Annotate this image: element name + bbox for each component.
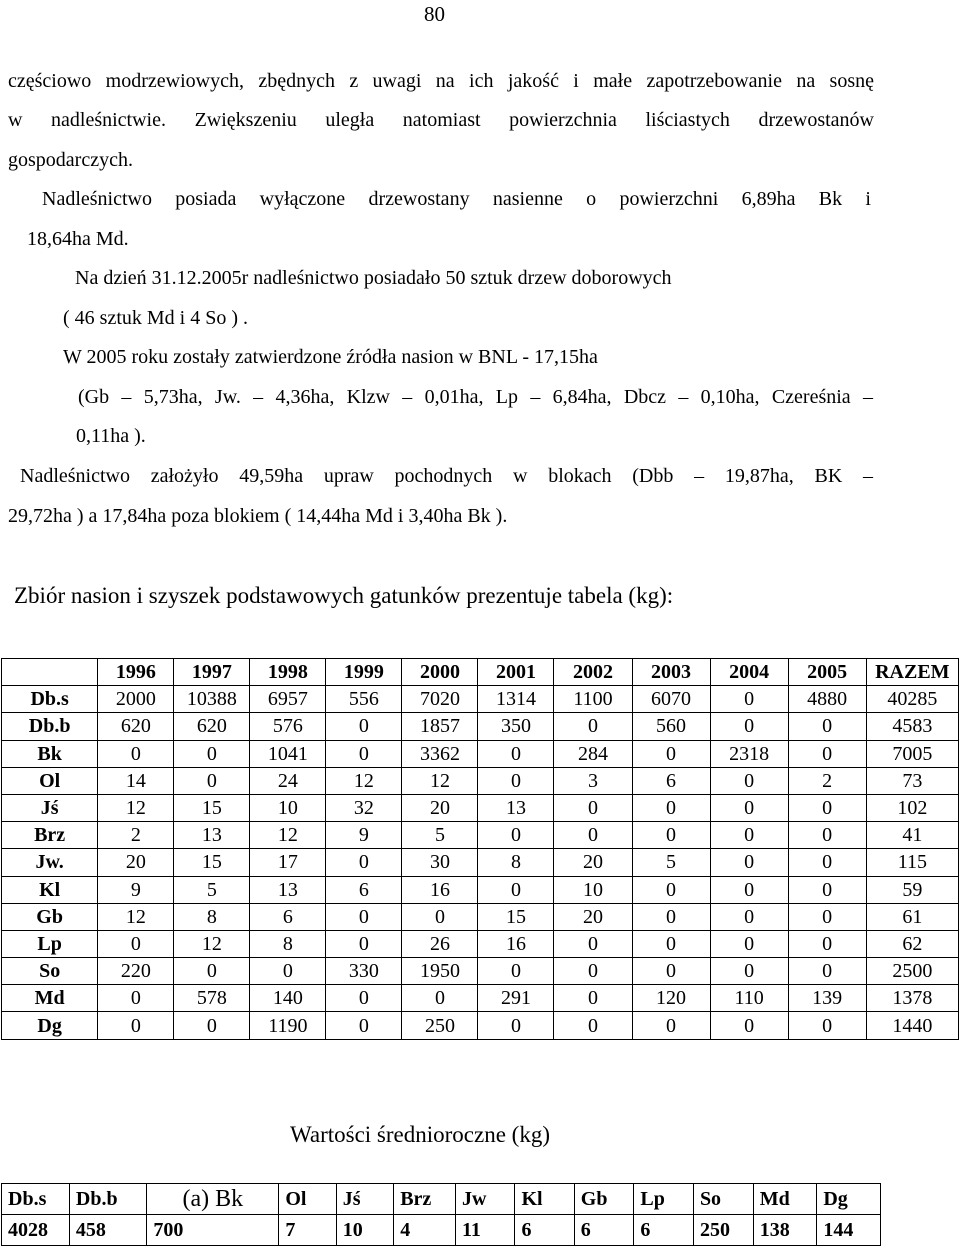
- table-cell: 0: [632, 794, 710, 821]
- species-label: Db.s: [2, 686, 98, 713]
- table-cell: 139: [788, 985, 866, 1012]
- table-cell: 0: [632, 958, 710, 985]
- table-row: [2, 958, 959, 985]
- table-row: [2, 930, 959, 957]
- table-cell: 576: [250, 713, 326, 740]
- table-cell: 61: [866, 903, 958, 930]
- averages-value-cell: 4028: [2, 1215, 70, 1246]
- averages-header-cell: So: [693, 1184, 753, 1215]
- averages-header-cell: Db.s: [2, 1184, 70, 1215]
- table-cell: 291: [478, 985, 554, 1012]
- table-cell: 0: [710, 849, 788, 876]
- averages-header-cell: Md: [753, 1184, 817, 1215]
- table-cell: 15: [174, 849, 250, 876]
- table-cell: 15: [174, 794, 250, 821]
- table-header-row: [2, 659, 959, 686]
- table-cell: 13: [478, 794, 554, 821]
- table-row: [2, 767, 959, 794]
- averages-header-cell: Jw: [455, 1184, 515, 1215]
- averages-value-cell: 10: [336, 1215, 393, 1246]
- table-cell: 140: [250, 985, 326, 1012]
- table-cell: 14: [98, 767, 174, 794]
- species-label: Jś: [2, 794, 98, 821]
- species-label: Kl: [2, 876, 98, 903]
- paragraph-line: 0,11ha ).: [76, 425, 146, 447]
- table-cell: 0: [788, 1012, 866, 1039]
- table-cell: 0: [554, 985, 632, 1012]
- table-cell: 62: [866, 930, 958, 957]
- table-cell: 26: [402, 930, 478, 957]
- table-row: [2, 849, 959, 876]
- table-header-cell: 2002: [554, 659, 632, 686]
- averages-header-cell: Lp: [634, 1184, 694, 1215]
- species-label: Jw.: [2, 849, 98, 876]
- table-row: [2, 794, 959, 821]
- table-cell: 0: [174, 767, 250, 794]
- table-cell: 0: [710, 822, 788, 849]
- table-cell: 0: [710, 794, 788, 821]
- table-header-cell: 1999: [326, 659, 402, 686]
- table-cell: 10: [250, 794, 326, 821]
- table-cell: 0: [710, 713, 788, 740]
- species-label: Gb: [2, 903, 98, 930]
- table-cell: 24: [250, 767, 326, 794]
- table-cell: 2500: [866, 958, 958, 985]
- paragraph-line: w nadleśnictwie. Zwiększeniu uległa natomiast powierzchnia liściastych drzewostanów: [8, 109, 874, 131]
- averages-value-cell: 250: [693, 1215, 753, 1246]
- table-cell: 0: [326, 849, 402, 876]
- table-cell: 8: [250, 930, 326, 957]
- table-cell: 13: [174, 822, 250, 849]
- table-cell: 6957: [250, 686, 326, 713]
- averages-value-cell: 458: [69, 1215, 146, 1246]
- table-cell: 0: [632, 740, 710, 767]
- species-label: Brz: [2, 822, 98, 849]
- averages-value-cell: 6: [574, 1215, 634, 1246]
- table-cell: 0: [250, 958, 326, 985]
- averages-table: [1, 1183, 881, 1246]
- averages-header-cell: Ol: [279, 1184, 336, 1215]
- species-label: Bk: [2, 740, 98, 767]
- table-cell: 0: [788, 958, 866, 985]
- averages-header-cell: Db.b: [69, 1184, 146, 1215]
- table-cell: 0: [554, 1012, 632, 1039]
- table-cell: 1440: [866, 1012, 958, 1039]
- table-row: [2, 686, 959, 713]
- table-cell: 5: [402, 822, 478, 849]
- paragraph-line: gospodarczych.: [8, 149, 133, 171]
- averages-value-cell: 6: [515, 1215, 574, 1246]
- table-header-cell: [2, 659, 98, 686]
- table-cell: 9: [326, 822, 402, 849]
- species-label: Db.b: [2, 713, 98, 740]
- table-cell: 0: [710, 903, 788, 930]
- collection-table-body: [2, 686, 959, 1039]
- table-cell: 0: [710, 958, 788, 985]
- species-label: Ol: [2, 767, 98, 794]
- table-cell: 2: [98, 822, 174, 849]
- collection-table: [1, 658, 959, 1040]
- table-cell: 4583: [866, 713, 958, 740]
- table-cell: 0: [478, 1012, 554, 1039]
- table-cell: 1378: [866, 985, 958, 1012]
- table-cell: 1950: [402, 958, 478, 985]
- species-label: Md: [2, 985, 98, 1012]
- averages-value-cell: 144: [817, 1215, 881, 1246]
- paragraph-line: Nadleśnictwo posiada wyłączone drzewostany nasienne o powierzchni 6,89ha Bk i: [42, 188, 871, 210]
- table-header-cell: 2000: [402, 659, 478, 686]
- table-header-cell: 2001: [478, 659, 554, 686]
- table-cell: 5: [632, 849, 710, 876]
- table-cell: 13: [250, 876, 326, 903]
- table-cell: 2: [788, 767, 866, 794]
- page-number: 80: [424, 2, 445, 26]
- table-header-cell: 1996: [98, 659, 174, 686]
- table-cell: 330: [326, 958, 402, 985]
- species-label: So: [2, 958, 98, 985]
- table-cell: 1314: [478, 686, 554, 713]
- table-header-cell: 1997: [174, 659, 250, 686]
- table-cell: 0: [478, 958, 554, 985]
- table-cell: 0: [788, 876, 866, 903]
- table-cell: 1190: [250, 1012, 326, 1039]
- table-cell: 2000: [98, 686, 174, 713]
- table-cell: 16: [478, 930, 554, 957]
- table-cell: 12: [98, 794, 174, 821]
- table-header-cell: 2003: [632, 659, 710, 686]
- table-cell: 7005: [866, 740, 958, 767]
- averages-value-row: [2, 1215, 881, 1246]
- table-cell: 0: [554, 713, 632, 740]
- table-row: [2, 903, 959, 930]
- table-cell: 0: [788, 713, 866, 740]
- table-cell: 1041: [250, 740, 326, 767]
- table-cell: 10388: [174, 686, 250, 713]
- paragraph-line: 18,64ha Md.: [27, 228, 129, 250]
- species-label: Lp: [2, 930, 98, 957]
- table-cell: 620: [174, 713, 250, 740]
- table-cell: 20: [554, 903, 632, 930]
- table-cell: 6: [250, 903, 326, 930]
- table-cell: 0: [174, 1012, 250, 1039]
- table-cell: 3362: [402, 740, 478, 767]
- averages-value-cell: 11: [455, 1215, 515, 1246]
- table-cell: 0: [710, 876, 788, 903]
- table-cell: 350: [478, 713, 554, 740]
- table-cell: 220: [98, 958, 174, 985]
- table-cell: 6070: [632, 686, 710, 713]
- table-cell: 3: [554, 767, 632, 794]
- table-cell: 0: [326, 713, 402, 740]
- table-cell: 0: [174, 958, 250, 985]
- averages-header-cell: Kl: [515, 1184, 574, 1215]
- averages-header-cell: Dg: [817, 1184, 881, 1215]
- table-cell: 20: [98, 849, 174, 876]
- averages-header-cell: Jś: [336, 1184, 393, 1215]
- table-cell: 20: [402, 794, 478, 821]
- table-cell: 0: [788, 903, 866, 930]
- table-cell: 250: [402, 1012, 478, 1039]
- table-cell: 0: [632, 876, 710, 903]
- table-cell: 0: [402, 985, 478, 1012]
- table-cell: 0: [632, 930, 710, 957]
- table-cell: 8: [478, 849, 554, 876]
- table-cell: 6: [326, 876, 402, 903]
- table-cell: 0: [478, 822, 554, 849]
- averages-value-cell: 4: [394, 1215, 456, 1246]
- table-cell: 0: [632, 903, 710, 930]
- table-cell: 0: [478, 876, 554, 903]
- table-cell: 17: [250, 849, 326, 876]
- paragraph-line: ( 46 sztuk Md i 4 So ) .: [63, 307, 248, 329]
- averages-value-cell: 7: [279, 1215, 336, 1246]
- table-cell: 12: [326, 767, 402, 794]
- table-cell: 0: [554, 930, 632, 957]
- paragraph-line: Nadleśnictwo założyło 49,59ha upraw pochodnych w blokach (Dbb – 19,87ha, BK –: [20, 465, 873, 487]
- table-cell: 0: [98, 985, 174, 1012]
- table-cell: 0: [326, 903, 402, 930]
- table-cell: 110: [710, 985, 788, 1012]
- table-cell: 578: [174, 985, 250, 1012]
- table-cell: 40285: [866, 686, 958, 713]
- table-row: [2, 876, 959, 903]
- table-cell: 15: [478, 903, 554, 930]
- table-cell: 0: [710, 930, 788, 957]
- table-cell: 12: [174, 930, 250, 957]
- table-cell: 556: [326, 686, 402, 713]
- table-cell: 0: [710, 767, 788, 794]
- table-cell: 9: [98, 876, 174, 903]
- table-cell: 0: [326, 1012, 402, 1039]
- table-row: [2, 740, 959, 767]
- table-cell: 0: [554, 794, 632, 821]
- table-cell: 0: [554, 822, 632, 849]
- table-cell: 0: [478, 740, 554, 767]
- averages-value-cell: 138: [753, 1215, 817, 1246]
- table-cell: 284: [554, 740, 632, 767]
- averages-header-row: [2, 1184, 881, 1215]
- table-cell: 16: [402, 876, 478, 903]
- table-cell: 7020: [402, 686, 478, 713]
- table-header-cell: 2004: [710, 659, 788, 686]
- table-cell: 20: [554, 849, 632, 876]
- paragraph-line: 29,72ha ) a 17,84ha poza blokiem ( 14,44ha Md i 3,40ha Bk ).: [8, 505, 508, 527]
- table-cell: 41: [866, 822, 958, 849]
- table-heading: Zbiór nasion i szyszek podstawowych gatunków prezentuje tabela (kg):: [14, 583, 674, 608]
- table-cell: 2318: [710, 740, 788, 767]
- table-cell: 0: [788, 794, 866, 821]
- table-cell: 0: [478, 767, 554, 794]
- table-cell: 0: [554, 958, 632, 985]
- species-label: Dg: [2, 1012, 98, 1039]
- paragraph-line: W 2005 roku zostały zatwierdzone źródła nasion w BNL - 17,15ha: [63, 346, 598, 368]
- averages-heading: Wartości średnioroczne (kg): [290, 1122, 550, 1147]
- table-header-cell: 2005: [788, 659, 866, 686]
- averages-value-cell: 6: [634, 1215, 694, 1246]
- table-row: [2, 713, 959, 740]
- table-row: [2, 822, 959, 849]
- table-cell: 10: [554, 876, 632, 903]
- table-cell: 12: [250, 822, 326, 849]
- table-row: [2, 985, 959, 1012]
- table-cell: 0: [710, 686, 788, 713]
- paragraph-line: częściowo modrzewiowych, zbędnych z uwagi na ich jakość i małe zapotrzebowanie na sosnę: [8, 70, 874, 92]
- table-cell: 0: [402, 903, 478, 930]
- table-cell: 560: [632, 713, 710, 740]
- table-cell: 0: [788, 930, 866, 957]
- table-cell: 0: [788, 849, 866, 876]
- averages-header-cell: (a) Bk: [147, 1184, 279, 1215]
- averages-header-cell: Brz: [394, 1184, 456, 1215]
- table-cell: 0: [174, 740, 250, 767]
- table-cell: 0: [788, 822, 866, 849]
- table-cell: 6: [632, 767, 710, 794]
- table-cell: 115: [866, 849, 958, 876]
- table-cell: 0: [98, 930, 174, 957]
- paragraph-line: (Gb – 5,73ha, Jw. – 4,36ha, Klzw – 0,01ha, Lp – 6,84ha, Dbcz – 0,10ha, Czereśnia –: [78, 386, 873, 408]
- table-header-cell: 1998: [250, 659, 326, 686]
- table-cell: 620: [98, 713, 174, 740]
- table-cell: 0: [98, 740, 174, 767]
- table-cell: 4880: [788, 686, 866, 713]
- table-cell: 0: [710, 1012, 788, 1039]
- table-cell: 5: [174, 876, 250, 903]
- table-cell: 59: [866, 876, 958, 903]
- table-cell: 120: [632, 985, 710, 1012]
- table-cell: 30: [402, 849, 478, 876]
- table-cell: 102: [866, 794, 958, 821]
- averages-header-cell: Gb: [574, 1184, 634, 1215]
- table-cell: 0: [326, 740, 402, 767]
- table-header-cell: RAZEM: [866, 659, 958, 686]
- table-cell: 1100: [554, 686, 632, 713]
- table-cell: 0: [788, 740, 866, 767]
- table-cell: 32: [326, 794, 402, 821]
- table-cell: 0: [326, 985, 402, 1012]
- table-cell: 0: [326, 930, 402, 957]
- table-cell: 1857: [402, 713, 478, 740]
- table-row: [2, 1012, 959, 1039]
- table-cell: 12: [402, 767, 478, 794]
- averages-value-cell: 700: [147, 1215, 279, 1246]
- table-cell: 0: [632, 1012, 710, 1039]
- paragraph-line: Na dzień 31.12.2005r nadleśnictwo posiadało 50 sztuk drzew doborowych: [75, 267, 672, 289]
- table-cell: 12: [98, 903, 174, 930]
- table-cell: 0: [632, 822, 710, 849]
- table-cell: 0: [98, 1012, 174, 1039]
- table-cell: 73: [866, 767, 958, 794]
- table-cell: 8: [174, 903, 250, 930]
